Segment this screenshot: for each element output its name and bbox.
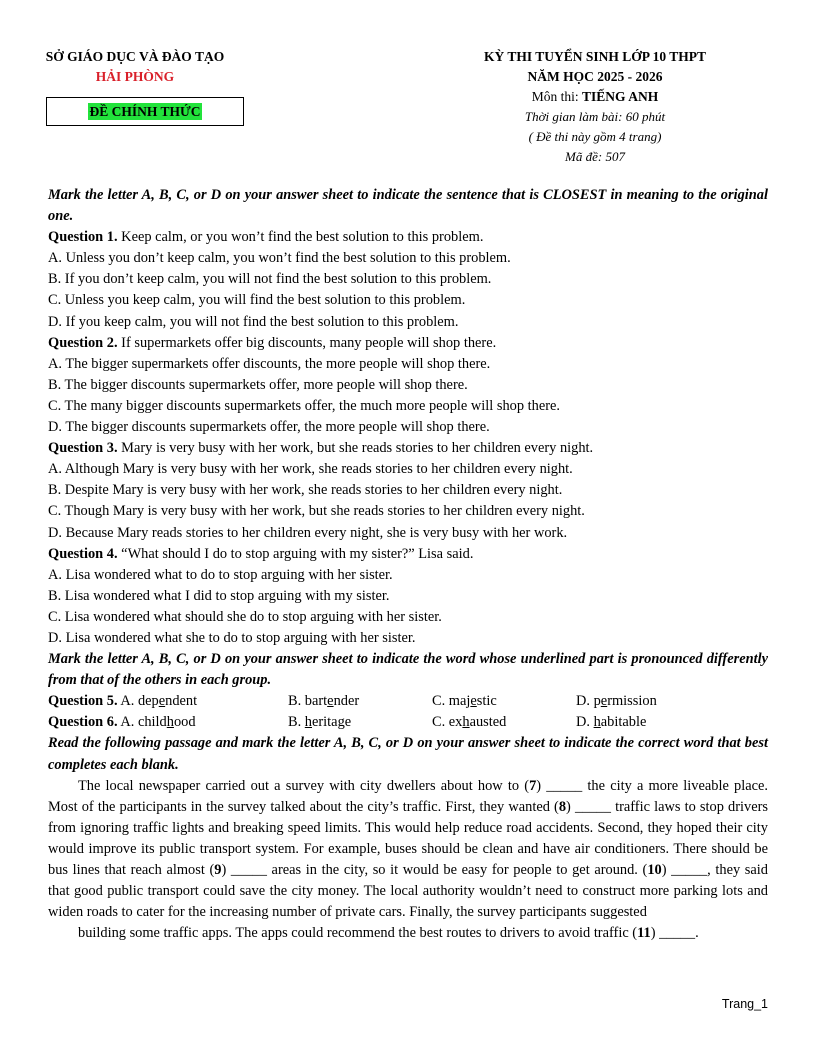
question-6 <box>48 712 768 733</box>
blank-number: 9 <box>214 862 222 878</box>
exam-content <box>48 185 768 944</box>
option-c: C. majestic <box>432 693 497 710</box>
page-footer: Trang_1 <box>721 997 768 1011</box>
section1-instruction: Mark the letter A, B, C, or D on your answer sheet to indicate the sentence that is CLOSEST in meaning to the original one. <box>48 187 768 225</box>
passage-paragraph-2: building some traffic apps. The apps could recommend the best routes to drivers to avoid traffic (11) _____. <box>78 925 699 942</box>
option-a: A. Unless you don’t keep calm, you won’t find the best solution to this problem. <box>48 250 511 267</box>
option-d: D. permission <box>576 693 657 710</box>
option-c: C. exhausted <box>432 714 507 731</box>
blank-number: 7 <box>529 777 537 794</box>
option-d: D. Because Mary reads stories to her children every night, she is very busy with her work. <box>48 524 568 541</box>
question-3 <box>48 438 768 543</box>
passage-paragraph-1: The local newspaper carried out a survey with city dwellers about how to (7) _____ the city a more liveable place. Most of the participants in the survey talked about the city’s traffic. First, they wanted (8) _____ traffic laws to stop drivers from ignoring traffic lights and breaking speed limits. This would help reduce road accidents. Second, they hoped their city would improve its public transport system. For example, buses should be clean and have air conditioners. There should be bus lines that reach almost (9) _____ areas in the city, so it would be easy for people to get around. (10) _____, they said that good public transport could save the city money. The local authority wouldn’t need to construct more parking lots and widen roads to cater for the increasing number of private cars. Finally, the survey participants suggested <box>48 777 768 921</box>
exam-title: KỲ THI TUYỂN SINH LỚP 10 THPT <box>483 49 707 64</box>
question-1 <box>48 227 768 332</box>
option-b: B. heritage <box>288 714 352 731</box>
question-label: Question 6. <box>48 714 118 731</box>
option-c: C. Unless you keep calm, you will find the best solution to this problem. <box>48 292 466 309</box>
option-b: B. bartender <box>288 693 360 710</box>
exam-time: Thời gian làm bài: 60 phút <box>524 109 666 124</box>
official-exam-label: ĐỀ CHÍNH THỨC <box>89 104 201 119</box>
question-text: “What should I do to stop arguing with my sister?” Lisa said. <box>117 545 474 562</box>
option-b: B. If you don’t keep calm, you will not find the best solution to this problem. <box>48 271 492 288</box>
option-a: A. Although Mary is very busy with her work, she reads stories to her children every night. <box>48 461 573 478</box>
blank-number: 8 <box>558 798 567 815</box>
option-c: C. Though Mary is very busy with her work, but she reads stories to her children every night. <box>48 503 585 520</box>
question-2 <box>48 333 768 438</box>
question-text: Keep calm, or you won’t find the best solution to this problem. <box>117 229 484 246</box>
option-b: B. The bigger discounts supermarkets offer, more people will shop there. <box>48 376 468 393</box>
question-text: Mary is very busy with her work, but she reads stories to her children every night. <box>117 440 594 457</box>
blank-number: 11 <box>637 925 651 942</box>
section3-instruction: Read the following passage and mark the letter A, B, C, or D on your answer sheet to indicate the correct word that best completes each blank. <box>48 735 768 773</box>
department-header <box>30 47 240 87</box>
option-d: D. Lisa wondered what she to do to stop arguing with her sister. <box>48 629 416 646</box>
exam-code: Mã đề: 507 <box>565 149 625 164</box>
option-a: A. Lisa wondered what to do to stop arguing with her sister. <box>48 566 393 583</box>
question-label: Question 2. <box>48 334 118 351</box>
subject-name: TIẾNG ANH <box>582 89 659 104</box>
option-d: D. The bigger discounts supermarkets offer, the more people will shop there. <box>48 419 490 436</box>
option-d: D. If you keep calm, you will not find the best solution to this problem. <box>48 313 459 330</box>
option-c: C. Lisa wondered what should she do to stop arguing with her sister. <box>48 608 442 625</box>
option-d: D. habitable <box>576 714 647 731</box>
question-text: If supermarkets offer big discounts, many people will shop there. <box>117 334 497 351</box>
exam-header <box>440 47 750 167</box>
question-label: Question 4. <box>48 545 118 562</box>
question-4 <box>48 544 768 649</box>
option-b: B. Lisa wondered what I did to stop arguing with my sister. <box>48 587 390 604</box>
question-label: Question 3. <box>48 440 118 457</box>
question-label: Question 1. <box>48 229 118 246</box>
option-a: Question 6. A. childhood <box>48 714 196 731</box>
official-exam-box <box>46 97 244 126</box>
option-b: B. Despite Mary is very busy with her work, she reads stories to her children every night. <box>48 482 563 499</box>
option-c: C. The many bigger discounts supermarkets offer, the much more people will shop there. <box>48 397 561 414</box>
city-name: HẢI PHÒNG <box>95 69 175 84</box>
question-5 <box>48 691 768 712</box>
subject-line <box>440 87 750 107</box>
question-label: Question 5. <box>48 693 118 710</box>
option-a: A. The bigger supermarkets offer discounts, the more people will shop there. <box>48 355 491 372</box>
option-a: Question 5. A. dependent <box>48 693 198 710</box>
page-count: ( Đề thi này gồm 4 trang) <box>528 129 662 144</box>
subject-label: Môn thi: <box>531 89 583 104</box>
department-name: SỞ GIÁO DỤC VÀ ĐÀO TẠO <box>45 49 225 64</box>
section2-instruction: Mark the letter A, B, C, or D on your answer sheet to indicate the word whose underlined part is pronounced differently from that of the others in each group. <box>48 651 768 689</box>
school-year: NĂM HỌC 2025 - 2026 <box>527 69 663 84</box>
blank-number: 10 <box>647 862 662 878</box>
